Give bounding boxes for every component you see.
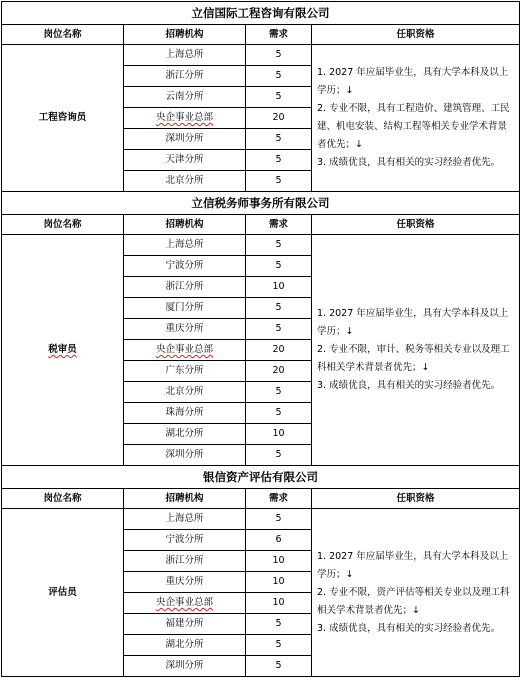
- header-count: 需求: [246, 215, 312, 235]
- count-cell: 5: [246, 235, 312, 256]
- position-name: [2, 509, 124, 677]
- count-cell: 5: [246, 298, 312, 319]
- count-cell: 10: [246, 551, 312, 572]
- count-cell: 5: [246, 256, 312, 277]
- org-name: 上海总所: [165, 239, 204, 250]
- org-cell: [124, 361, 246, 382]
- count-cell: 20: [246, 361, 312, 382]
- org-cell: [124, 277, 246, 298]
- org-name: 浙江分所: [165, 555, 204, 566]
- org-name: 深圳分所: [165, 449, 204, 460]
- org-cell: [124, 424, 246, 445]
- org-cell: [124, 656, 246, 677]
- org-cell: [124, 171, 246, 192]
- count-cell: 5: [246, 150, 312, 171]
- org-cell: [124, 509, 246, 530]
- count-cell: 10: [246, 593, 312, 614]
- recruitment-table: [1, 1, 520, 677]
- requirement-item: 3. 成绩优良，具有相关的实习经验者优先。: [317, 157, 501, 168]
- header-org: 招聘机构: [124, 25, 246, 45]
- requirement-item: 3. 成绩优良，具有相关的实习经验者优先。: [317, 380, 501, 391]
- org-name: 云南分所: [165, 91, 204, 102]
- org-name: 深圳分所: [165, 660, 204, 671]
- header-requirements: 任职资格: [312, 215, 520, 235]
- requirement-item: 2. 专业不限，具有工程造价、建筑管理、工民建、机电安装、结构工程等相关专业学术背景者优先；↓: [317, 103, 510, 150]
- table-header-row: [2, 215, 520, 235]
- count-cell: 20: [246, 340, 312, 361]
- header-org: 招聘机构: [124, 215, 246, 235]
- org-cell: [124, 530, 246, 551]
- org-cell: [124, 319, 246, 340]
- table-row: [2, 45, 520, 66]
- header-position: 岗位名称: [2, 489, 124, 509]
- count-cell: 10: [246, 277, 312, 298]
- org-name: 重庆分所: [165, 576, 204, 587]
- count-cell: 5: [246, 45, 312, 66]
- org-name: 厦门分所: [165, 302, 204, 313]
- requirement-item: 2. 专业不限，审计、税务等相关专业以及理工科相关学术背景者优先；↓: [317, 344, 510, 373]
- count-cell: 5: [246, 445, 312, 466]
- count-cell: 6: [246, 530, 312, 551]
- org-name: 深圳分所: [165, 133, 204, 144]
- count-cell: 10: [246, 424, 312, 445]
- requirements-cell: [312, 235, 520, 466]
- count-cell: 5: [246, 635, 312, 656]
- count-cell: 5: [246, 129, 312, 150]
- org-cell: [124, 129, 246, 150]
- position-label: 评估员: [48, 586, 77, 598]
- header-count: 需求: [246, 25, 312, 45]
- company-title-row: [2, 192, 520, 215]
- org-cell: [124, 403, 246, 424]
- count-cell: 5: [246, 509, 312, 530]
- requirements-cell: [312, 509, 520, 677]
- org-cell: [124, 445, 246, 466]
- requirements-cell: [312, 45, 520, 192]
- table-header-row: [2, 489, 520, 509]
- org-name: 天津分所: [165, 154, 204, 165]
- org-cell: [124, 298, 246, 319]
- requirement-item: 2. 专业不限，资产评估等相关专业以及理工科相关学术背景者优先；↓: [317, 586, 510, 616]
- org-cell: [124, 235, 246, 256]
- company-title-row: [2, 2, 520, 25]
- position-name: [2, 235, 124, 466]
- table-header-row: [2, 25, 520, 45]
- company-title: 立信税务师事务所有限公司: [2, 192, 520, 215]
- org-name: 央企事业总部: [155, 112, 213, 123]
- org-name: 湖北分所: [165, 639, 204, 650]
- org-cell: [124, 108, 246, 129]
- org-cell: [124, 340, 246, 361]
- company-title: 银信资产评估有限公司: [2, 466, 520, 489]
- org-cell: [124, 572, 246, 593]
- org-name: 珠海分所: [165, 407, 204, 418]
- org-name: 广东分所: [165, 365, 204, 376]
- requirement-item: 1. 2027 年应届毕业生，具有大学本科及以上学历；↓: [317, 308, 509, 337]
- count-cell: 5: [246, 403, 312, 424]
- count-cell: 10: [246, 572, 312, 593]
- header-position: 岗位名称: [2, 25, 124, 45]
- header-org: 招聘机构: [124, 489, 246, 509]
- org-cell: [124, 87, 246, 108]
- header-count: 需求: [246, 489, 312, 509]
- org-name: 宁波分所: [165, 260, 204, 271]
- count-cell: 5: [246, 656, 312, 677]
- org-name: 宁波分所: [165, 534, 204, 545]
- count-cell: 5: [246, 171, 312, 192]
- org-name: 湖北分所: [165, 428, 204, 439]
- org-cell: [124, 593, 246, 614]
- org-cell: [124, 150, 246, 171]
- recruitment-document: [1, 1, 519, 677]
- table-row: [2, 509, 520, 530]
- org-cell: [124, 614, 246, 635]
- company-title: 立信国际工程咨询有限公司: [2, 2, 520, 25]
- org-cell: [124, 66, 246, 87]
- count-cell: 5: [246, 87, 312, 108]
- org-name: 北京分所: [165, 386, 204, 397]
- count-cell: 5: [246, 382, 312, 403]
- count-cell: 5: [246, 66, 312, 87]
- requirement-item: 3. 成绩优良，具有相关的实习经验者优先。: [317, 622, 501, 634]
- org-name: 央企事业总部: [155, 344, 213, 355]
- count-cell: 20: [246, 108, 312, 129]
- org-cell: [124, 45, 246, 66]
- requirement-item: 1. 2027 年应届毕业生，具有大学本科及以上学历；↓: [317, 550, 509, 580]
- position-label: 税审员: [48, 344, 77, 355]
- org-name: 北京分所: [165, 175, 204, 186]
- org-name: 浙江分所: [165, 70, 204, 81]
- org-cell: [124, 551, 246, 572]
- header-position: 岗位名称: [2, 215, 124, 235]
- org-name: 央企事业总部: [155, 597, 213, 608]
- requirement-item: 1. 2027 年应届毕业生，具有大学本科及以上学历；↓: [317, 67, 509, 96]
- company-title-row: [2, 466, 520, 489]
- org-name: 浙江分所: [165, 281, 204, 292]
- count-cell: 5: [246, 614, 312, 635]
- org-name: 上海总所: [165, 513, 204, 524]
- position-name: [2, 45, 124, 192]
- header-requirements: 任职资格: [312, 25, 520, 45]
- table-row: [2, 235, 520, 256]
- count-cell: 5: [246, 319, 312, 340]
- header-requirements: 任职资格: [312, 489, 520, 509]
- org-name: 重庆分所: [165, 323, 204, 334]
- org-cell: [124, 635, 246, 656]
- org-name: 福建分所: [165, 618, 204, 629]
- org-cell: [124, 382, 246, 403]
- org-cell: [124, 256, 246, 277]
- org-name: 上海总所: [165, 49, 204, 60]
- position-label: 工程咨询员: [38, 112, 87, 123]
